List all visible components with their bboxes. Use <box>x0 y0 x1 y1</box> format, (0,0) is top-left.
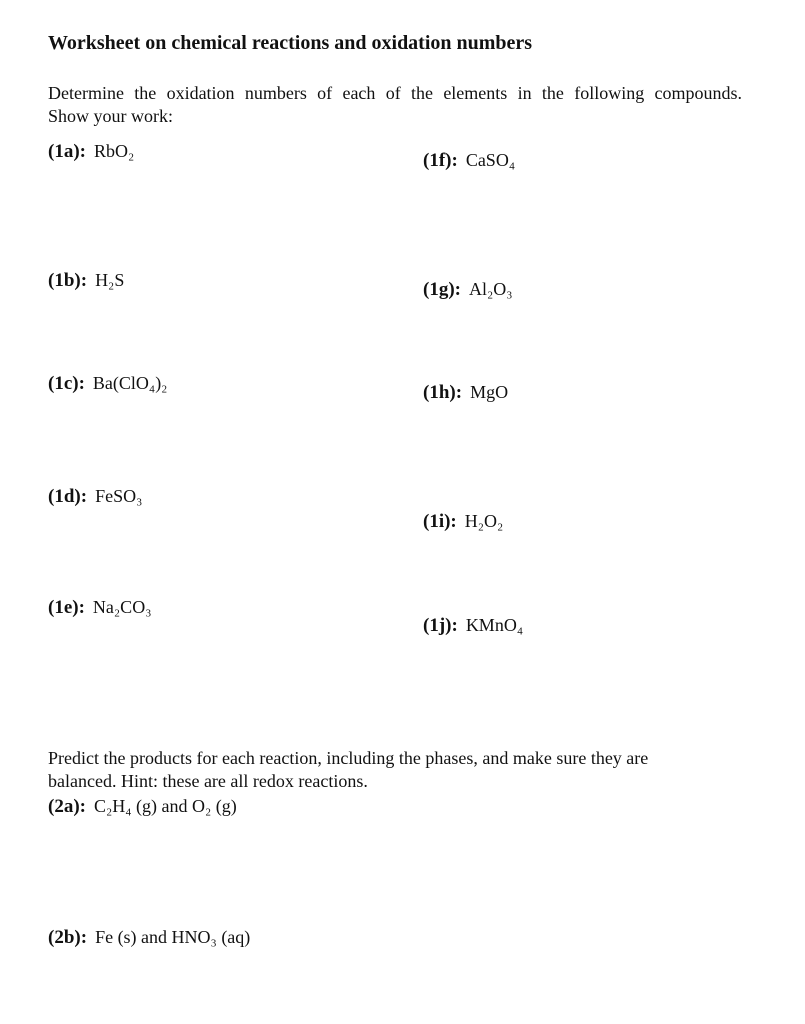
worksheet-title: Worksheet on chemical reactions and oxidation numbers <box>48 32 533 54</box>
problem-label: (1h): <box>423 382 463 403</box>
problem-formula: KMnO₄ <box>465 615 524 635</box>
problem-1j <box>423 615 523 637</box>
problem-formula: Na₂CO₃ <box>92 597 152 617</box>
problem-1f <box>423 150 515 172</box>
problem-label: (1b): <box>48 270 88 291</box>
problem-formula: Al₂O₃ <box>468 279 513 299</box>
problem-label: (1j): <box>423 615 458 636</box>
problem-label: (1i): <box>423 511 457 532</box>
problem-1a <box>48 141 134 163</box>
problem-formula: Ba(ClO₄)₂ <box>92 373 168 393</box>
problem-2b <box>48 927 250 949</box>
predict-instructions <box>48 747 708 793</box>
instructions-line-2: Show your work: <box>48 106 173 126</box>
predict-line-1: Predict the products for each reaction, including the phases, and make sure they are <box>48 748 649 768</box>
problem-label: (1c): <box>48 373 85 394</box>
problem-1i <box>423 511 503 533</box>
problem-formula: H₂O₂ <box>464 511 504 531</box>
problem-formula: H₂S <box>95 270 125 290</box>
problem-label: (1a): <box>48 141 86 162</box>
problem-label: (1f): <box>423 150 458 171</box>
predict-line-2: balanced. Hint: these are all redox reactions. <box>48 771 368 791</box>
instructions <box>48 82 742 128</box>
problem-reaction: Fe (s) and HNO₃ (aq) <box>95 927 251 947</box>
problem-1g <box>423 279 513 301</box>
problem-formula: RbO₂ <box>93 141 135 161</box>
problem-formula: CaSO₄ <box>465 150 516 170</box>
problem-formula: MgO <box>470 382 509 402</box>
problem-label: (2a): <box>48 796 86 817</box>
problem-1d <box>48 486 142 508</box>
problem-1b <box>48 270 124 292</box>
problem-reaction: C₂H₄ (g) and O₂ (g) <box>93 796 237 816</box>
instructions-line-1: Determine the oxidation numbers of each of the elements in the following compounds. <box>48 83 742 103</box>
problem-1e <box>48 597 151 619</box>
problem-2a <box>48 796 237 818</box>
problem-label: (2b): <box>48 927 88 948</box>
problem-1c <box>48 373 167 395</box>
problem-label: (1g): <box>423 279 461 300</box>
problem-formula: FeSO₃ <box>95 486 143 506</box>
problem-label: (1d): <box>48 486 88 507</box>
problem-label: (1e): <box>48 597 85 618</box>
problem-1h <box>423 382 508 404</box>
